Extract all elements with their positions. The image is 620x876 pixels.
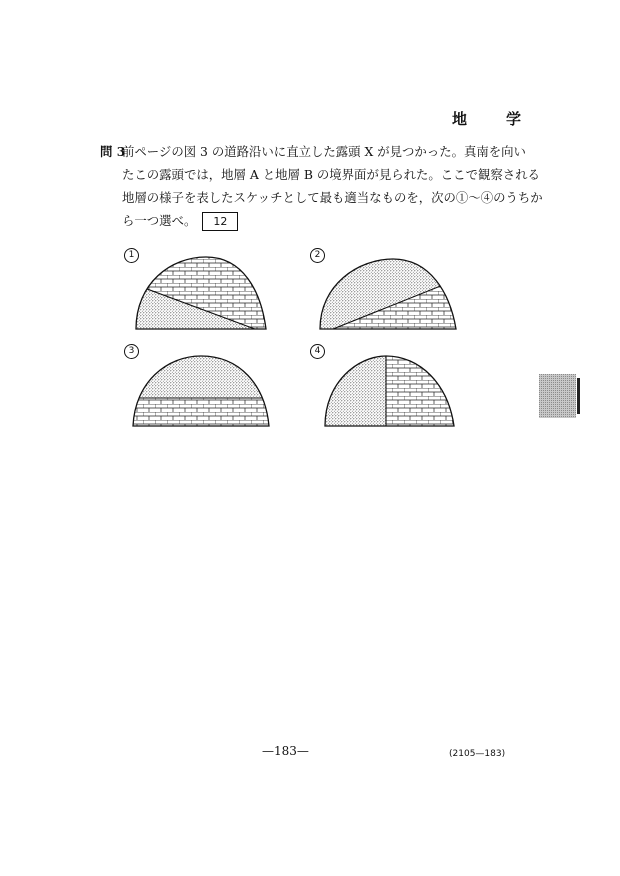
figure-3-dotted-layer — [131, 340, 271, 398]
figure-label-1: 1 — [124, 248, 139, 263]
page-number: —183— — [262, 744, 309, 758]
figure-label-4: 4 — [310, 344, 325, 359]
figure-3 — [131, 340, 271, 428]
figure-label-3: 3 — [124, 344, 139, 359]
figure-label-2: 2 — [310, 248, 325, 263]
side-index-tab — [539, 374, 576, 418]
question-line-4-text: ら一つ選べ。 — [122, 213, 197, 228]
question-3 — [100, 140, 543, 232]
question-line-3: 地層の様子を表したスケッチとして最も適当なものを，次の①～④のうちか — [122, 190, 543, 205]
figure-4 — [320, 340, 460, 428]
figure-4-brick-layer — [386, 340, 460, 428]
subject-title: 地 学 — [452, 110, 534, 128]
question-number: 問 3 — [100, 144, 126, 159]
answer-box[interactable]: 12 — [202, 212, 238, 231]
question-line-4 — [122, 209, 520, 232]
page-code: (2105—183) — [449, 749, 506, 759]
figure-2 — [318, 243, 458, 331]
figure-1 — [131, 243, 271, 331]
figure-4-dotted-layer — [320, 340, 386, 428]
question-line-1: 前ページの図 3 の道路沿いに直立した露頭 X が見つかった。真南を向い — [122, 144, 526, 159]
question-line-2: たこの露頭では，地層 A と地層 B の境界面が見られた。ここで観察される — [122, 167, 540, 182]
figure-3-brick-layer — [131, 398, 271, 428]
